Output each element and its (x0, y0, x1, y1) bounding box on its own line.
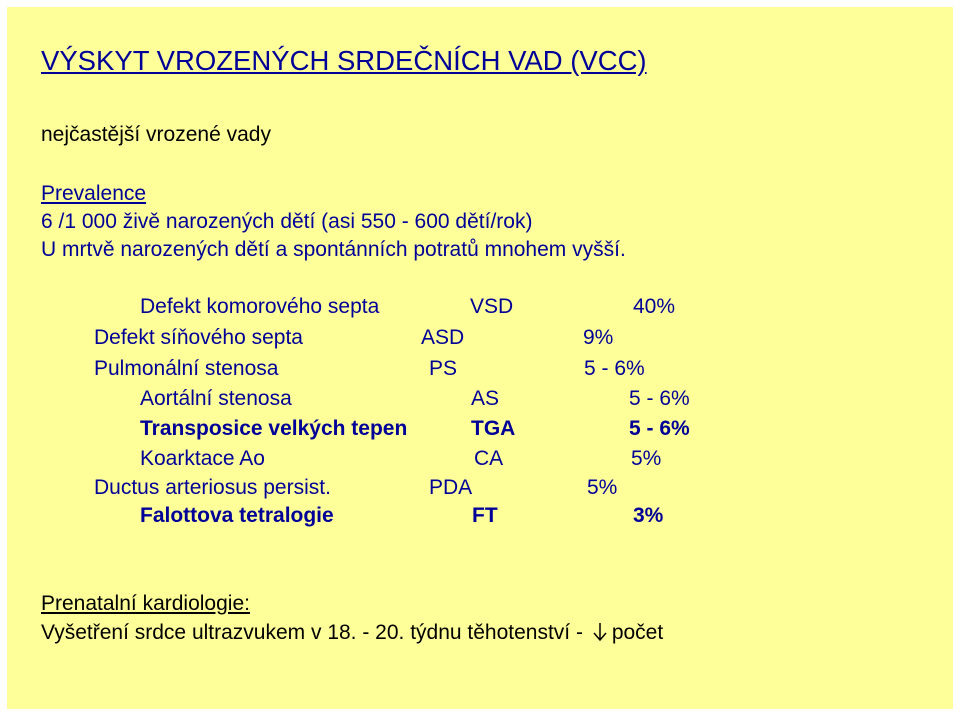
defect-name: Defekt síňového septa (94, 326, 303, 349)
prenatal-heading: Prenatalní kardiologie: (41, 592, 250, 615)
defect-abbr: FT (472, 504, 498, 527)
defect-name: Transposice velkých tepen (140, 417, 408, 440)
defect-name: Defekt komorového septa (140, 295, 380, 318)
defect-pct: 5 - 6% (629, 417, 690, 440)
defect-pct: 3% (633, 504, 664, 527)
prevalence-line-2: U mrtvě narozených dětí a spontánních potratů mnohem vyšší. (41, 238, 626, 261)
defect-pct: 5% (587, 476, 618, 499)
defect-abbr: AS (471, 387, 500, 410)
defect-name: Pulmonální stenosa (94, 357, 279, 380)
prenatal-text-end: počet (611, 621, 664, 644)
defect-abbr: ASD (421, 326, 465, 349)
defect-pct: 40% (633, 295, 676, 318)
slide (7, 7, 953, 709)
prevalence-heading: Prevalence (41, 182, 147, 205)
prenatal-line (41, 621, 663, 645)
defect-pct: 5 - 6% (584, 357, 645, 380)
defect-pct: 9% (583, 326, 614, 349)
defect-name: Ductus arteriosus persist. (94, 476, 331, 499)
defect-name: Aortální stenosa (140, 387, 292, 410)
defect-pct: 5% (631, 447, 662, 470)
defect-abbr: PDA (429, 476, 473, 499)
defect-abbr: VSD (470, 295, 514, 318)
prevalence-line-1: 6 /1 000 živě narozených dětí (asi 550 - 600 dětí/rok) (41, 210, 533, 233)
defect-abbr: PS (429, 357, 458, 380)
prenatal-text: Vyšetření srdce ultrazvukem v 18. - 20. týdnu těhotenství - (41, 621, 583, 644)
defect-name: Koarktace Ao (140, 447, 265, 470)
down-arrow-icon (592, 622, 608, 642)
defect-abbr: CA (474, 447, 504, 470)
defect-abbr: TGA (471, 417, 516, 440)
page-title: VÝSKYT VROZENÝCH SRDEČNÍCH VAD (VCC) (41, 45, 647, 76)
defect-name: Falottova tetralogie (140, 504, 334, 527)
defect-pct: 5 - 6% (629, 387, 690, 410)
subtitle: nejčastější vrozené vady (41, 123, 271, 146)
